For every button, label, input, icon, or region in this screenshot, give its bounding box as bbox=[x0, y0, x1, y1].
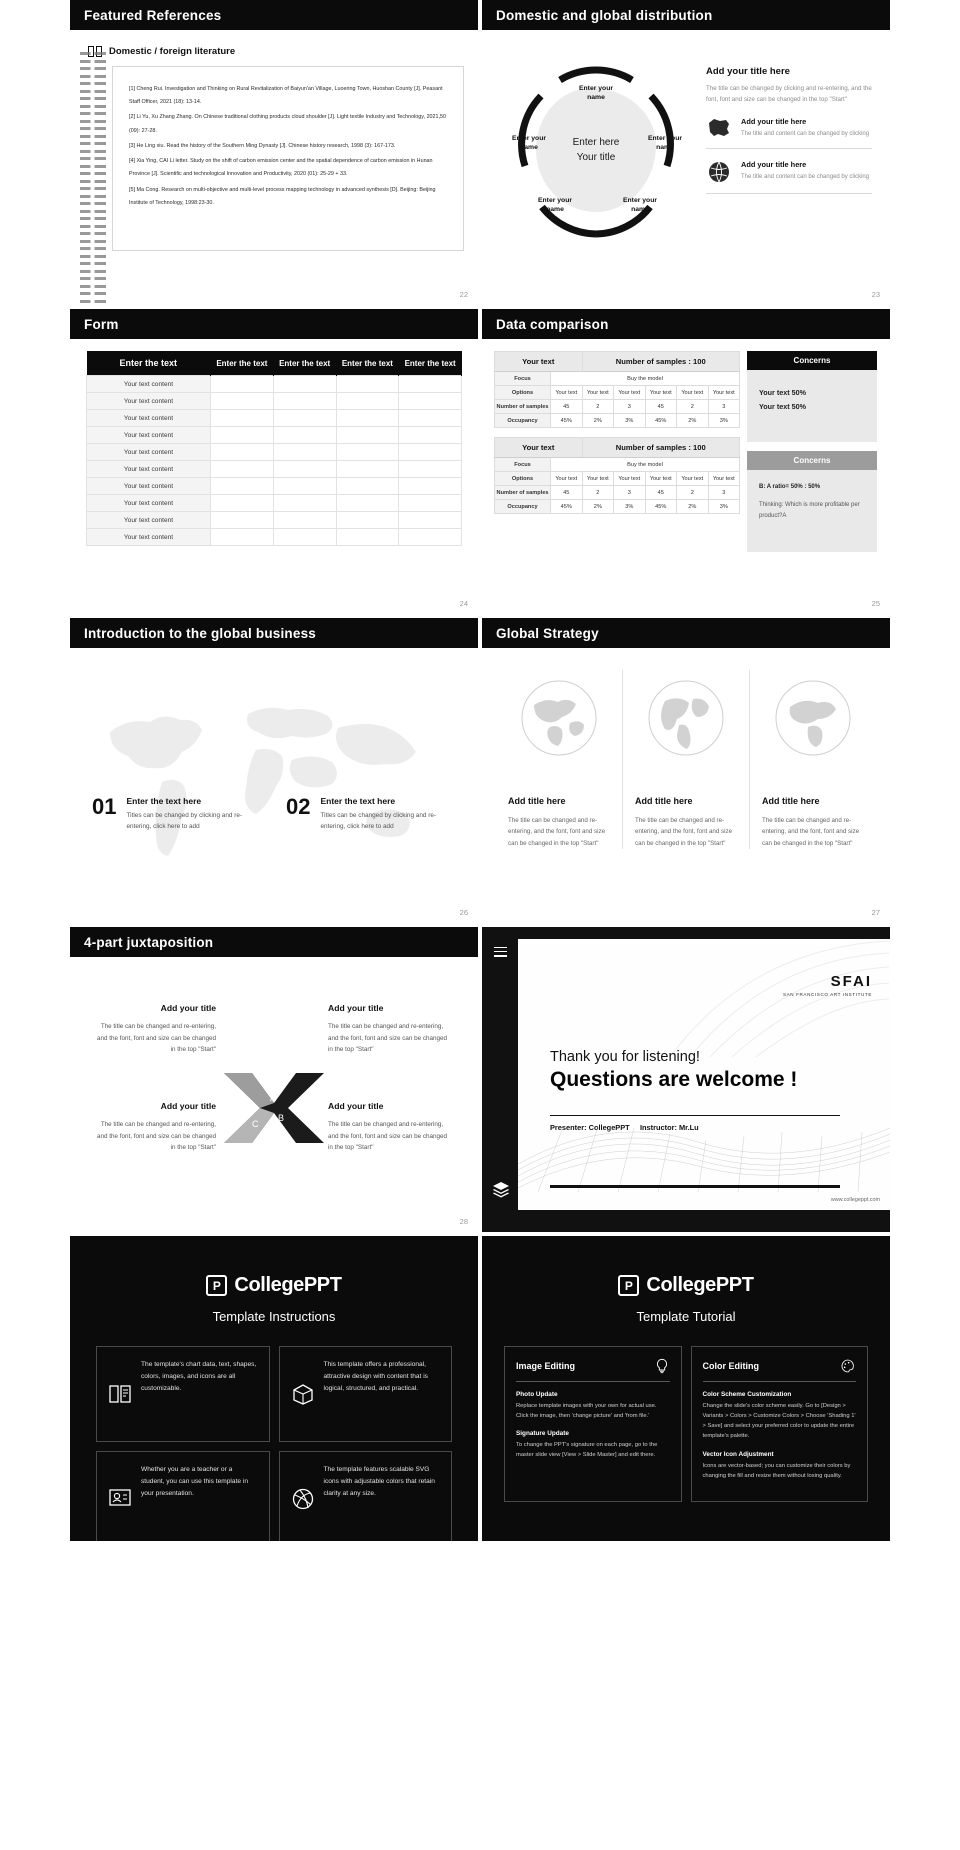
item-title: Signature Update bbox=[516, 1430, 569, 1438]
cell[interactable] bbox=[399, 495, 462, 512]
list-item[interactable] bbox=[706, 106, 872, 149]
column-header: Enter the text bbox=[399, 351, 462, 376]
table-row bbox=[87, 478, 462, 495]
globe-icon bbox=[520, 679, 598, 757]
table-title-left: Your text bbox=[495, 352, 583, 372]
item-title: Vector Icon Adjustment bbox=[702, 1450, 774, 1458]
hamburger-menu-icon[interactable] bbox=[494, 947, 507, 960]
slide-template-tutorial[interactable] bbox=[482, 1236, 890, 1541]
table-row bbox=[495, 372, 740, 386]
node-label[interactable]: Enter your name bbox=[579, 85, 613, 102]
focus-label: Focus bbox=[495, 458, 551, 472]
table-row bbox=[87, 410, 462, 427]
slide-title: Data comparison bbox=[482, 309, 890, 339]
cell-label: Your text content bbox=[87, 427, 211, 444]
layers-icon bbox=[492, 1180, 510, 1198]
slide-title: Introduction to the global business bbox=[70, 618, 478, 648]
cell-label: Your text content bbox=[87, 393, 211, 410]
cell[interactable] bbox=[336, 495, 399, 512]
circle-diagram bbox=[492, 44, 700, 259]
x-shape-icon bbox=[222, 1069, 326, 1147]
cell-label: Your text content bbox=[87, 444, 211, 461]
cell[interactable]: 45 bbox=[551, 486, 583, 500]
svg-text:B: B bbox=[278, 1113, 285, 1123]
cell[interactable] bbox=[211, 495, 274, 512]
slide-featured-references[interactable] bbox=[70, 0, 478, 305]
globe-icon bbox=[774, 679, 852, 757]
strategy-column[interactable] bbox=[622, 670, 749, 849]
box-icon bbox=[291, 1359, 315, 1429]
china-map-icon bbox=[706, 117, 732, 139]
instruction-card[interactable] bbox=[96, 1451, 270, 1541]
slide-title: 4-part juxtaposition bbox=[70, 927, 478, 957]
quadrant[interactable] bbox=[328, 1099, 452, 1153]
column-title: Add title here bbox=[508, 796, 566, 806]
table-row bbox=[495, 500, 740, 514]
slide-form[interactable] bbox=[70, 309, 478, 614]
list-item-desc: The title and content can be changed by clicking bbox=[741, 130, 870, 137]
panel-line: Thinking: Which is more profitable per product?A bbox=[759, 502, 860, 520]
p-mark-icon: P bbox=[206, 1275, 227, 1296]
table-row bbox=[495, 414, 740, 428]
thanks-line-2: Questions are welcome ! bbox=[550, 1068, 798, 1091]
cell[interactable] bbox=[399, 529, 462, 546]
slide-thank-you[interactable] bbox=[482, 927, 890, 1232]
table-title-left: Your text bbox=[495, 438, 583, 458]
item-title: Photo Update bbox=[516, 1391, 558, 1398]
cell[interactable]: 2% bbox=[582, 414, 614, 428]
item-number: 02 bbox=[286, 794, 311, 819]
row-label: Options bbox=[495, 386, 551, 400]
globe-icon bbox=[706, 160, 732, 184]
quadrant-title: Add your title bbox=[328, 1003, 384, 1013]
node-label[interactable]: Enter your name bbox=[538, 197, 572, 214]
table-row bbox=[87, 495, 462, 512]
item-desc: Titles can be changed by clicking and re-entering, click here to add bbox=[126, 812, 243, 831]
table-row bbox=[87, 529, 462, 546]
palette-icon bbox=[840, 1358, 856, 1374]
panel-line: Your text 50% bbox=[759, 388, 806, 397]
cell[interactable] bbox=[211, 512, 274, 529]
cell[interactable] bbox=[336, 512, 399, 529]
table-row bbox=[87, 393, 462, 410]
cell[interactable] bbox=[399, 444, 462, 461]
wireframe-mesh bbox=[518, 1106, 890, 1192]
cell[interactable] bbox=[336, 529, 399, 546]
quadrant[interactable] bbox=[92, 1099, 216, 1153]
cell[interactable] bbox=[336, 376, 399, 393]
cell[interactable]: Your text bbox=[677, 472, 709, 486]
cell[interactable]: Your text bbox=[582, 472, 614, 486]
cell[interactable]: 45 bbox=[551, 400, 583, 414]
row-label: Occupancy bbox=[495, 500, 551, 514]
slide-domestic-global-distribution[interactable] bbox=[482, 0, 890, 305]
item-desc: Change the slide's color scheme easily. Go to [Design > Variants > Colors > Customize Colors > Choose 'Shading 1' > Save] and select your preferred color to update the entire template's palette. bbox=[702, 1403, 856, 1440]
instructor-name: Instructor: Mr.Lu bbox=[639, 1123, 699, 1132]
quadrant[interactable] bbox=[92, 1001, 216, 1055]
cell[interactable] bbox=[399, 393, 462, 410]
cell[interactable] bbox=[211, 410, 274, 427]
slide-title: Global Strategy bbox=[482, 618, 890, 648]
card-heading: Image Editing bbox=[516, 1361, 576, 1371]
cell[interactable]: 3% bbox=[614, 500, 646, 514]
node-label[interactable]: Enter your name bbox=[648, 135, 682, 152]
quadrant-desc: The title can be changed and re-entering, and the font, font and size can be changed in the top "Start" bbox=[96, 1023, 216, 1054]
cell[interactable]: 3% bbox=[708, 414, 740, 428]
right-panel-title: Add your title here bbox=[706, 66, 790, 77]
cell[interactable]: 2% bbox=[677, 500, 709, 514]
column-desc: The title can be changed and re-entering, and the font, font and size can be changed in the top "Start" bbox=[762, 817, 860, 847]
cell[interactable] bbox=[336, 427, 399, 444]
column-header: Enter the text bbox=[273, 351, 336, 376]
logo-sub: SAN FRANCISCO ART INSTITUTE bbox=[782, 992, 872, 997]
cell[interactable] bbox=[399, 478, 462, 495]
website-url[interactable]: www.collegeppt.com bbox=[830, 1197, 880, 1203]
cell[interactable] bbox=[273, 512, 336, 529]
cell[interactable]: 2 bbox=[582, 400, 614, 414]
cell[interactable]: 45% bbox=[551, 500, 583, 514]
cell[interactable]: 2 bbox=[582, 486, 614, 500]
reference-item: [4] Xia Ying, CAI Li letter. Study on the shift of carbon emission center and the spatial dependence of carbon emission in Hunan Province [J]. Scientific and technological Innovation and Productivity, 2020 (01): 25-29 + 33. bbox=[129, 158, 433, 178]
cell[interactable]: 3 bbox=[708, 400, 740, 414]
slide-global-business-intro[interactable] bbox=[70, 618, 478, 923]
panel-body bbox=[747, 370, 877, 442]
cell[interactable]: 45% bbox=[551, 414, 583, 428]
cell[interactable]: 2% bbox=[582, 500, 614, 514]
table-row bbox=[87, 512, 462, 529]
node-label[interactable]: Enter your name bbox=[512, 135, 546, 152]
cell[interactable]: Your text bbox=[551, 386, 583, 400]
reference-item: [1] Cheng Rui. Investigation and Thinking on Rural Revitalization of Baiyun'an Village, Luoering Town, Huoshan County [J]. Peasant Staff Officer, 2021 (18): 13-14. bbox=[129, 86, 443, 106]
cell[interactable] bbox=[211, 529, 274, 546]
svg-text:D: D bbox=[244, 1103, 251, 1113]
focus-label: Focus bbox=[495, 372, 551, 386]
page-number: 24 bbox=[459, 599, 468, 608]
item-desc: To change the PPT's signature on each page, go to the master slide view [View > Slide Master] and edit there. bbox=[516, 1442, 658, 1459]
table-title-row bbox=[495, 352, 740, 372]
quadrant-title: Add your title bbox=[160, 1003, 216, 1013]
page-number: 27 bbox=[871, 908, 880, 917]
cell[interactable]: 3 bbox=[708, 486, 740, 500]
cell[interactable]: Your text bbox=[708, 472, 740, 486]
table-header-row bbox=[87, 351, 462, 376]
slide-template-instructions[interactable] bbox=[70, 1236, 478, 1541]
cell-label: Your text content bbox=[87, 529, 211, 546]
data-table[interactable] bbox=[86, 351, 462, 546]
reference-item: [5] Ma Cong. Research on multi-objective and multi-level process mapping technology in advanced synthesis [D]. Beijing: Beijing Institute of Technology, 1998:23-30. bbox=[129, 186, 436, 206]
column-header: Enter the text bbox=[211, 351, 274, 376]
decorative-swoosh bbox=[660, 939, 890, 1059]
instruction-card[interactable] bbox=[279, 1346, 453, 1442]
cell[interactable] bbox=[211, 461, 274, 478]
panel-line: Your text 50% bbox=[759, 402, 806, 412]
table-row bbox=[495, 400, 740, 414]
slide-title: Form bbox=[70, 309, 478, 339]
right-panel-desc: The title can be changed by clicking and re-entering, and the font, font and size can be changed in the top "Start" bbox=[706, 85, 872, 103]
cell[interactable] bbox=[399, 376, 462, 393]
globe-icon bbox=[647, 679, 725, 757]
panel-body bbox=[747, 470, 877, 552]
cell-label: Your text content bbox=[87, 410, 211, 427]
item-title: Enter the text here bbox=[320, 796, 396, 806]
cell[interactable]: 3 bbox=[614, 486, 646, 500]
cell[interactable] bbox=[273, 410, 336, 427]
instruction-card[interactable] bbox=[279, 1451, 453, 1541]
slide-subtitle: Domestic / foreign literature bbox=[109, 46, 236, 57]
cell-label: Your text content bbox=[87, 376, 211, 393]
brand-name: CollegePPT bbox=[234, 1274, 342, 1296]
column-header: Enter the text bbox=[336, 351, 399, 376]
reference-list bbox=[112, 66, 464, 251]
logo-main: SFAI bbox=[830, 973, 872, 990]
cell[interactable]: Your text bbox=[582, 386, 614, 400]
comparison-table[interactable] bbox=[494, 437, 740, 514]
brand-name: CollegePPT bbox=[646, 1274, 754, 1296]
quadrant-desc: The title can be changed and re-entering, and the font, font and size can be changed in the top "Start" bbox=[96, 1121, 216, 1152]
focus-value: Buy the model bbox=[551, 372, 740, 386]
table-title-right: Number of samples : 100 bbox=[582, 438, 740, 458]
cell[interactable] bbox=[211, 427, 274, 444]
comparison-table[interactable] bbox=[494, 351, 740, 428]
node-label[interactable]: Enter your name bbox=[623, 197, 657, 214]
page-number: 28 bbox=[459, 1217, 468, 1226]
slide-data-comparison[interactable] bbox=[482, 309, 890, 614]
row-label: Options bbox=[495, 472, 551, 486]
cell[interactable]: Your text bbox=[645, 472, 677, 486]
card-text: This template offers a professional, attractive design with content that is logical, structured, and practical. bbox=[323, 1361, 428, 1393]
cell[interactable]: 45% bbox=[645, 414, 677, 428]
column-desc: The title can be changed and re-entering, and the font, font and size can be changed in the top "Start" bbox=[508, 817, 606, 847]
cell[interactable]: 45 bbox=[645, 486, 677, 500]
slide-subtitle-row bbox=[88, 46, 478, 57]
page-number: 25 bbox=[871, 599, 880, 608]
table-row bbox=[495, 386, 740, 400]
slides-icon bbox=[108, 1359, 132, 1429]
panel-header: Concerns bbox=[747, 351, 877, 370]
cell[interactable]: Your text bbox=[677, 386, 709, 400]
decorative-line-marks bbox=[80, 52, 106, 305]
cell[interactable] bbox=[399, 427, 462, 444]
institute-logo bbox=[783, 973, 872, 997]
svg-text:C: C bbox=[252, 1119, 259, 1129]
cell[interactable] bbox=[273, 529, 336, 546]
cell[interactable]: 2 bbox=[677, 400, 709, 414]
table-row bbox=[87, 444, 462, 461]
p-mark-icon: P bbox=[618, 1275, 639, 1296]
section-heading: Template Tutorial bbox=[636, 1309, 736, 1324]
center-line-2: Your title bbox=[576, 152, 616, 163]
cell[interactable] bbox=[399, 512, 462, 529]
numbered-item[interactable] bbox=[92, 796, 262, 832]
cell[interactable] bbox=[336, 410, 399, 427]
cell-label: Your text content bbox=[87, 512, 211, 529]
list-item-title: Add your title here bbox=[741, 116, 807, 126]
slide-global-strategy[interactable] bbox=[482, 618, 890, 923]
concerns-panel bbox=[747, 451, 877, 552]
list-item-desc: The title and content can be changed by clicking bbox=[741, 173, 870, 180]
cell[interactable] bbox=[336, 393, 399, 410]
presenter-icon bbox=[108, 1464, 132, 1534]
row-label: Occupancy bbox=[495, 414, 551, 428]
table-title-row bbox=[495, 438, 740, 458]
item-desc: Titles can be changed by clicking and re-entering, click here to add bbox=[320, 812, 437, 831]
svg-text:A: A bbox=[270, 1093, 277, 1103]
instruction-card[interactable] bbox=[96, 1346, 270, 1442]
table-row bbox=[495, 486, 740, 500]
list-item-title: Add your title here bbox=[741, 159, 807, 169]
quadrant-desc: The title can be changed and re-entering, and the font, font and size can be changed in the top "Start" bbox=[328, 1023, 448, 1054]
cell[interactable]: 3% bbox=[708, 500, 740, 514]
world-map-icon bbox=[70, 674, 478, 898]
list-item[interactable] bbox=[706, 149, 872, 194]
item-number: 01 bbox=[92, 794, 117, 819]
cell[interactable] bbox=[273, 478, 336, 495]
cell[interactable]: 3 bbox=[614, 400, 646, 414]
table-row bbox=[87, 427, 462, 444]
quadrant-title: Add your title bbox=[328, 1101, 384, 1111]
cell-label: Your text content bbox=[87, 461, 211, 478]
slide-4-part-juxtaposition[interactable] bbox=[70, 927, 478, 1232]
cell[interactable] bbox=[211, 376, 274, 393]
lightbulb-icon bbox=[654, 1358, 670, 1374]
focus-value: Buy the model bbox=[551, 458, 740, 472]
cell[interactable] bbox=[336, 478, 399, 495]
cell[interactable]: 45% bbox=[645, 500, 677, 514]
cell[interactable] bbox=[336, 461, 399, 478]
item-desc: Replace template images with your own for actual use. Click the image, then 'change picture' and 'from file.' bbox=[516, 1403, 657, 1420]
brand-logo bbox=[482, 1274, 890, 1297]
item-title: Color Scheme Customization bbox=[702, 1391, 792, 1398]
column-title: Add title here bbox=[635, 796, 693, 806]
cell[interactable] bbox=[399, 410, 462, 427]
reference-item: [3] He Ling xiu. Read the history of the Southern Ming Dynasty [J]. Chinese history research, 1998 (3): 167-173. bbox=[129, 142, 396, 149]
column-desc: The title can be changed and re-entering, and the font, font and size can be changed in the top "Start" bbox=[635, 817, 733, 847]
strategy-column[interactable] bbox=[749, 670, 876, 849]
cell[interactable] bbox=[399, 461, 462, 478]
tutorial-card[interactable] bbox=[504, 1346, 682, 1502]
quadrant-desc: The title can be changed and re-entering, and the font, font and size can be changed in the top "Start" bbox=[328, 1121, 448, 1152]
brand-logo bbox=[70, 1274, 478, 1297]
numbered-item[interactable] bbox=[286, 796, 456, 832]
tutorial-card[interactable] bbox=[691, 1346, 869, 1502]
table-row bbox=[87, 461, 462, 478]
item-desc: Icons are vector-based; you can customize their colors by changing the fill and resize them without losing quality. bbox=[702, 1462, 851, 1479]
quadrant[interactable] bbox=[328, 1001, 452, 1055]
row-label: Number of samples bbox=[495, 400, 551, 414]
cell[interactable]: 2% bbox=[677, 414, 709, 428]
presenter-name: Presenter: CollegePPT bbox=[550, 1123, 630, 1132]
table-row bbox=[495, 472, 740, 486]
cell[interactable]: 45 bbox=[645, 400, 677, 414]
table-row bbox=[495, 458, 740, 472]
dribbble-icon bbox=[291, 1464, 315, 1534]
cell[interactable]: Your text bbox=[614, 386, 646, 400]
table-row bbox=[87, 376, 462, 393]
slide-title: Featured References bbox=[70, 0, 478, 30]
thanks-line-1: Thank you for listening! bbox=[550, 1049, 700, 1065]
cell-label: Your text content bbox=[87, 495, 211, 512]
cell[interactable] bbox=[273, 393, 336, 410]
cell[interactable] bbox=[211, 478, 274, 495]
cell[interactable] bbox=[273, 444, 336, 461]
slide-title: Domestic and global distribution bbox=[482, 0, 890, 30]
card-text: The template features scalable SVG icons with adjustable colors that retain clarity at any size. bbox=[323, 1466, 435, 1498]
cell[interactable]: Your text bbox=[551, 472, 583, 486]
strategy-column[interactable] bbox=[496, 670, 622, 849]
cell[interactable] bbox=[211, 393, 274, 410]
row-label: Number of samples bbox=[495, 486, 551, 500]
panel-header: Concerns bbox=[747, 451, 877, 470]
cell[interactable]: Your text bbox=[614, 472, 646, 486]
item-title: Enter the text here bbox=[126, 796, 202, 806]
cell[interactable] bbox=[336, 444, 399, 461]
card-heading: Color Editing bbox=[702, 1361, 759, 1371]
reference-item: [2] Li Yu, Xu Zhang Zhang. On Chinese traditional clothing products cloud shoulder [J]. Light textile Industry and Technology, 2021,50 (09): 27-28. bbox=[129, 114, 447, 134]
page-number: 22 bbox=[459, 290, 468, 299]
cell[interactable] bbox=[273, 461, 336, 478]
column-title: Add title here bbox=[762, 796, 820, 806]
cell[interactable]: 2 bbox=[677, 486, 709, 500]
column-header: Enter the text bbox=[87, 351, 211, 376]
quadrant-title: Add your title bbox=[160, 1101, 216, 1111]
panel-line: B: A ratio= 50% : 50% bbox=[759, 484, 821, 490]
table-title-right: Number of samples : 100 bbox=[582, 352, 740, 372]
cell[interactable]: Your text bbox=[645, 386, 677, 400]
cell[interactable]: Your text bbox=[708, 386, 740, 400]
cell[interactable] bbox=[211, 444, 274, 461]
cell[interactable] bbox=[273, 495, 336, 512]
section-heading: Template Instructions bbox=[212, 1309, 336, 1324]
card-text: The template's chart data, text, shapes, colors, images, and icons are all customizable. bbox=[141, 1361, 257, 1393]
page-number: 23 bbox=[871, 290, 880, 299]
concerns-panel bbox=[747, 351, 877, 442]
cell[interactable] bbox=[273, 376, 336, 393]
thanks-block bbox=[550, 1049, 797, 1092]
cell[interactable] bbox=[273, 427, 336, 444]
cell[interactable]: 3% bbox=[614, 414, 646, 428]
page-number: 26 bbox=[459, 908, 468, 917]
center-line-1: Enter here bbox=[572, 137, 620, 148]
card-text: Whether you are a teacher or a student, you can use this template in your presentation. bbox=[141, 1466, 249, 1498]
bottom-bar bbox=[550, 1185, 840, 1188]
cell-label: Your text content bbox=[87, 478, 211, 495]
